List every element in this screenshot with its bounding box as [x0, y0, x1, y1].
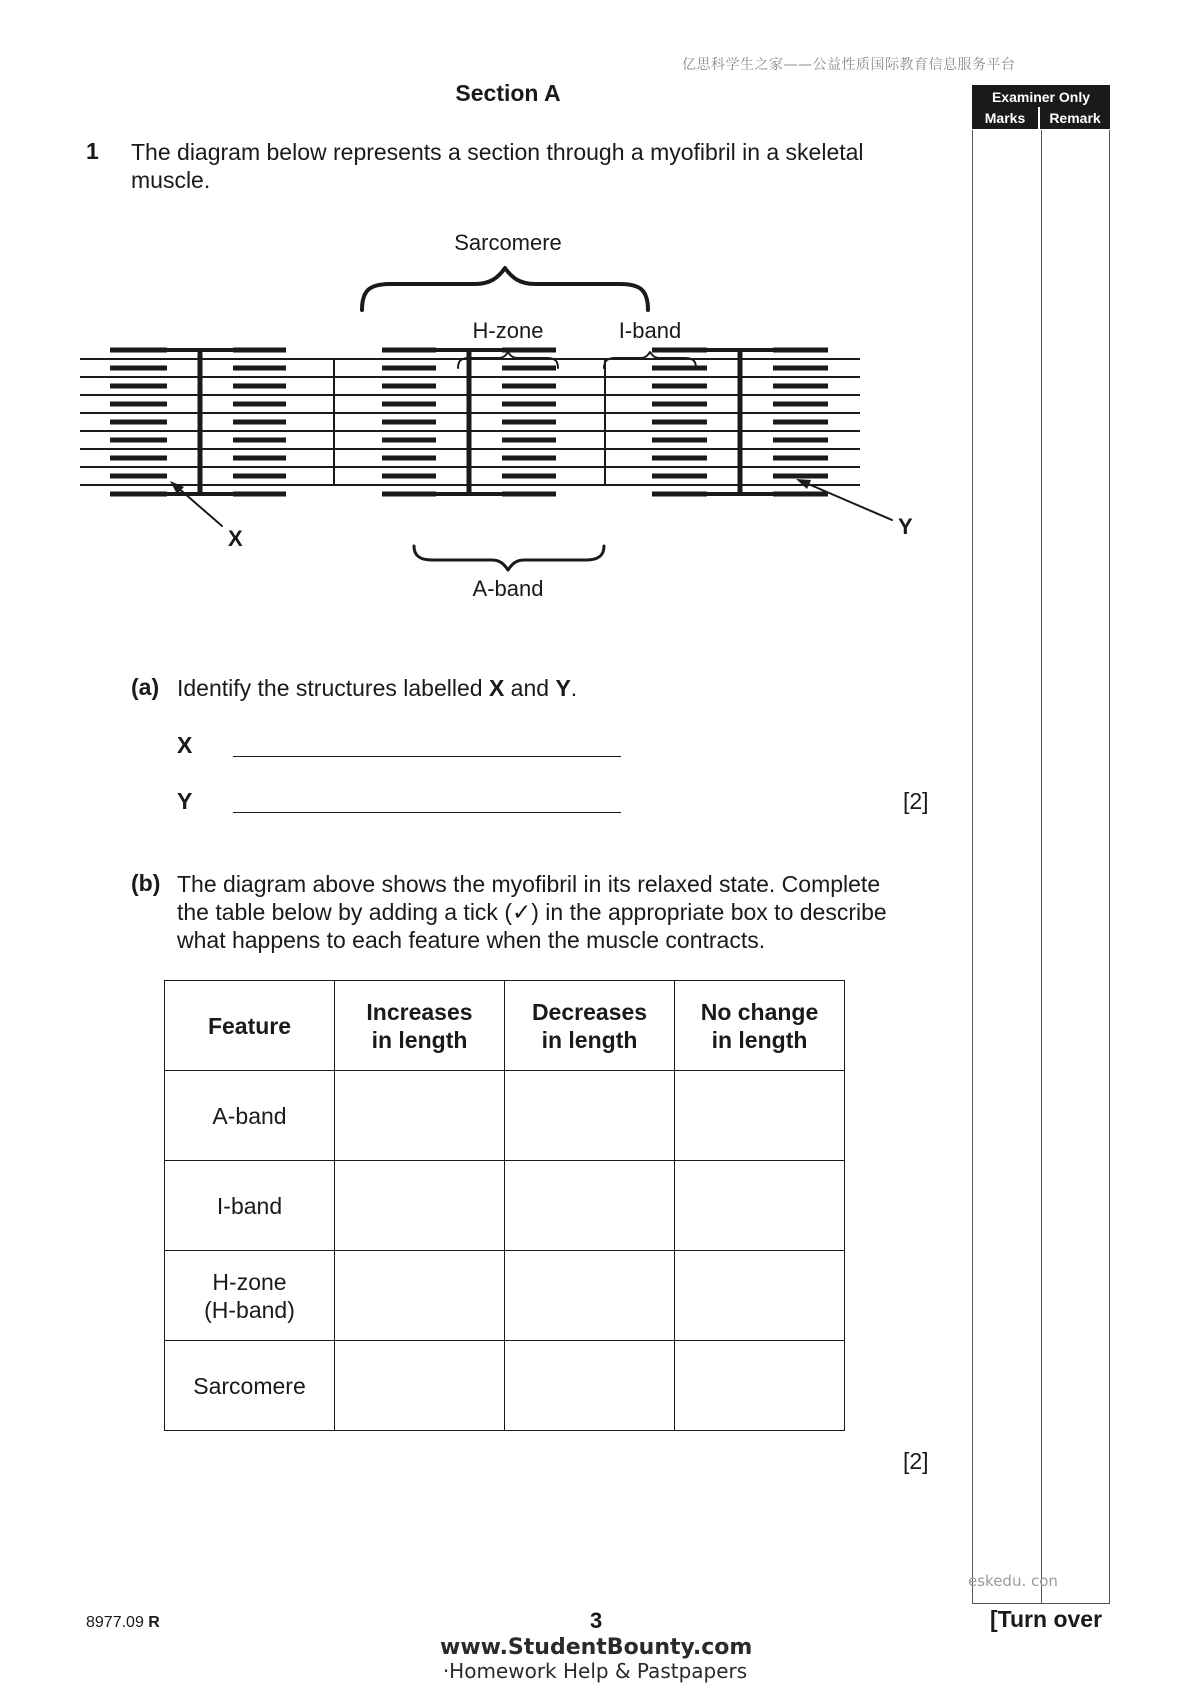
- sarcomere-brace: [362, 268, 648, 310]
- part-b-label: (b): [131, 870, 161, 896]
- answer-x-line[interactable]: [233, 732, 621, 757]
- feature-cell: I-band: [165, 1161, 335, 1251]
- header-decreases: Decreases in length: [505, 981, 675, 1071]
- part-a-marks: [2]: [903, 788, 929, 814]
- tick-box-decreases[interactable]: [505, 1251, 675, 1341]
- tick-box-increases[interactable]: [335, 1251, 505, 1341]
- answer-y-label: Y: [177, 788, 193, 814]
- question-text: The diagram below represents a section through a myofibril in a skeletal muscle.: [131, 139, 864, 193]
- header-increases: Increases in length: [335, 981, 505, 1071]
- tick-box-decreases[interactable]: [505, 1341, 675, 1431]
- label-i-band: I-band: [618, 318, 682, 343]
- header-no-change: No change in length: [675, 981, 845, 1071]
- tick-box-no-change[interactable]: [675, 1161, 845, 1251]
- section-title: Section A: [455, 80, 561, 106]
- tick-box-increases[interactable]: [335, 1161, 505, 1251]
- feature-cell: Sarcomere: [165, 1341, 335, 1431]
- a-band-brace: [414, 546, 604, 570]
- examiner-only-box: [972, 85, 1110, 129]
- paper-code: 8977.09 R: [86, 1614, 160, 1631]
- myofibril-diagram: [80, 228, 940, 618]
- part-a-label: (a): [131, 674, 160, 700]
- answer-y-line[interactable]: [233, 788, 621, 813]
- label-y: Y: [898, 514, 913, 539]
- marks-column-header: Marks: [972, 107, 1040, 129]
- table-row: [165, 1251, 845, 1341]
- tick-box-no-change[interactable]: [675, 1071, 845, 1161]
- table-row: [165, 1161, 845, 1251]
- remark-column-header: Remark: [1040, 107, 1110, 129]
- part-a-text: Identify the structures labelled X and Y.: [177, 675, 578, 701]
- part-b-text: The diagram above shows the myofibril in its relaxed state. Complete the table below by adding a tick (✓) in the appropriate box to describe what happens to each feature when the muscle contracts.: [177, 871, 887, 953]
- label-x: X: [228, 526, 243, 551]
- y-pointer-arrow: [806, 483, 892, 520]
- studentbounty-watermark[interactable]: www.StudentBounty.com ·Homework Help & Pastpapers: [440, 1635, 753, 1683]
- tick-box-no-change[interactable]: [675, 1251, 845, 1341]
- tick-box-increases[interactable]: [335, 1071, 505, 1161]
- tick-box-decreases[interactable]: [505, 1071, 675, 1161]
- feature-cell: H-zone (H-band): [165, 1251, 335, 1341]
- table-row: [165, 1341, 845, 1431]
- turn-over-label: [Turn over: [990, 1606, 1103, 1632]
- feature-cell: A-band: [165, 1071, 335, 1161]
- page-number: 3: [590, 1608, 603, 1633]
- remark-column: [1041, 130, 1110, 1604]
- tick-box-decreases[interactable]: [505, 1161, 675, 1251]
- table-row: [165, 1071, 845, 1161]
- label-sarcomere: Sarcomere: [454, 230, 562, 255]
- answer-x-label: X: [177, 732, 193, 758]
- part-b-marks: [2]: [903, 1448, 929, 1474]
- eskedu-watermark: eskedu. con: [968, 1572, 1058, 1590]
- label-h-zone: H-zone: [472, 318, 544, 343]
- label-a-band: A-band: [472, 576, 544, 601]
- table-header-row: [165, 981, 845, 1071]
- tick-box-no-change[interactable]: [675, 1341, 845, 1431]
- tick-box-increases[interactable]: [335, 1341, 505, 1431]
- marks-column: [972, 130, 1042, 1604]
- header-feature: Feature: [165, 981, 335, 1071]
- feature-table: [164, 980, 845, 1431]
- question-number: 1: [86, 138, 99, 164]
- site-watermark-header: 亿思科学生之家——公益性质国际教育信息服务平台: [682, 57, 1016, 73]
- examiner-only-heading: Examiner Only: [972, 85, 1110, 107]
